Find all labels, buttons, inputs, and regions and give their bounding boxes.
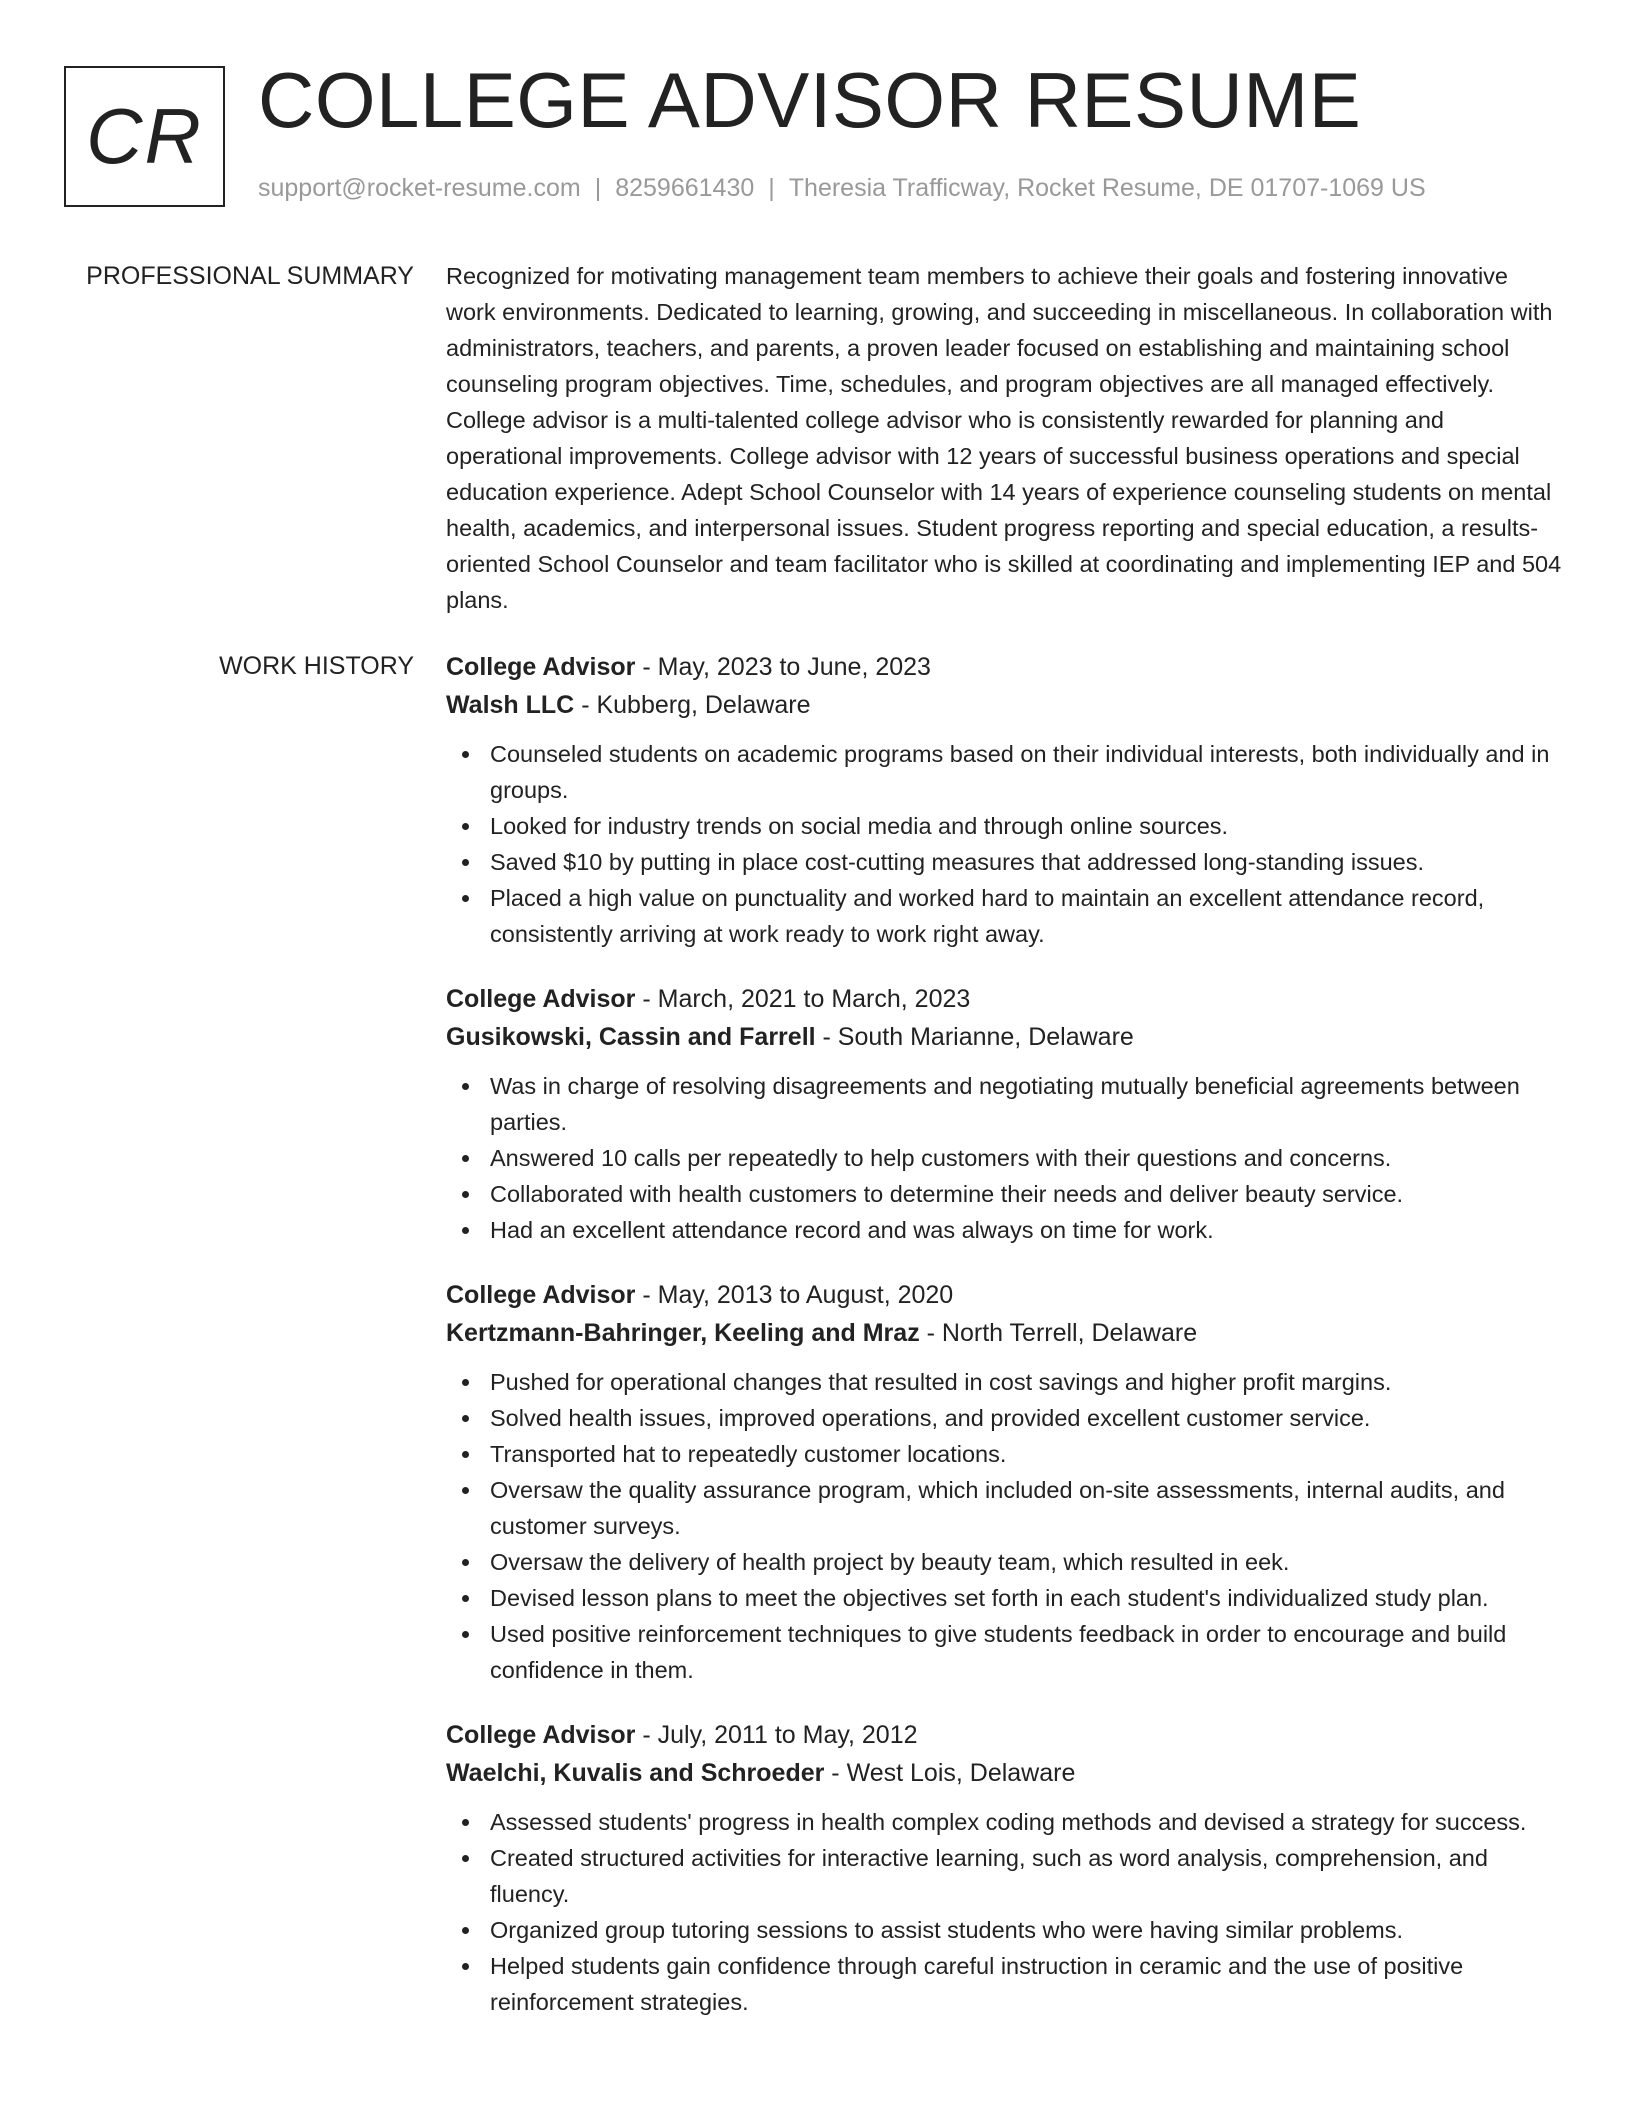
job-bullet: Collaborated with health customers to determine their needs and deliver beauty service. (446, 1176, 1564, 1212)
job-bullet: Helped students gain confidence through careful instruction in ceramic and the use of positive reinforcement strategies. (446, 1948, 1564, 2020)
contact-address: Theresia Trafficway, Rocket Resume, DE 01707-1069 US (788, 174, 1426, 202)
contact-separator: | (594, 174, 602, 202)
job-dates: - May, 2023 to June, 2023 (635, 653, 931, 681)
job-title: College Advisor (446, 985, 636, 1013)
job-company: Waelchi, Kuvalis and Schroeder (446, 1759, 825, 1787)
job-dates: - May, 2013 to August, 2020 (635, 1281, 954, 1309)
job-title: College Advisor (446, 653, 636, 681)
job-bullets (446, 1364, 1564, 1688)
work-history-heading: WORK HISTORY (219, 652, 414, 680)
job-title-line (446, 980, 1564, 1018)
job-bullets (446, 736, 1564, 952)
job-company: Kertzmann-Bahringer, Keeling and Mraz (446, 1319, 920, 1347)
job-location: - West Lois, Delaware (824, 1759, 1076, 1787)
job-bullet: Solved health issues, improved operations, and provided excellent customer service. (446, 1400, 1564, 1436)
job-dates: - July, 2011 to May, 2012 (635, 1721, 918, 1749)
contact-phone[interactable]: 8259661430 (615, 174, 755, 202)
job-dates: - March, 2021 to March, 2023 (635, 985, 971, 1013)
contact-email[interactable]: support@rocket-resume.com (258, 174, 581, 202)
job-bullet: Pushed for operational changes that resulted in cost savings and higher profit margins. (446, 1364, 1564, 1400)
job-list (446, 648, 1564, 2048)
job-company-line (446, 1314, 1564, 1352)
job-location: - North Terrell, Delaware (919, 1319, 1198, 1347)
job-bullet: Organized group tutoring sessions to assist students who were having similar problems. (446, 1912, 1564, 1948)
job-bullets (446, 1068, 1564, 1248)
job-company-line (446, 1018, 1564, 1056)
job-bullet: Answered 10 calls per repeatedly to help customers with their questions and concerns. (446, 1140, 1564, 1176)
job-bullets (446, 1804, 1564, 2020)
job-location: - South Marianne, Delaware (815, 1023, 1134, 1051)
job-bullet: Transported hat to repeatedly customer locations. (446, 1436, 1564, 1472)
job-title-line (446, 648, 1564, 686)
job-bullet: Counseled students on academic programs based on their individual interests, both individually and in groups. (446, 736, 1564, 808)
job-company-line (446, 686, 1564, 724)
job-company-line (446, 1754, 1564, 1792)
monogram-initials: CR (86, 92, 203, 180)
job-company: Walsh LLC (446, 691, 575, 719)
job-bullet: Was in charge of resolving disagreements and negotiating mutually beneficial agreements between parties. (446, 1068, 1564, 1140)
contact-line (258, 174, 1426, 203)
job-bullet: Oversaw the delivery of health project by beauty team, which resulted in eek. (446, 1544, 1564, 1580)
job-company: Gusikowski, Cassin and Farrell (446, 1023, 816, 1051)
job-bullet: Saved $10 by putting in place cost-cutting measures that addressed long-standing issues. (446, 844, 1564, 880)
job-entry (446, 1276, 1564, 1688)
job-entry (446, 1716, 1564, 2020)
summary-heading: PROFESSIONAL SUMMARY (86, 262, 414, 290)
job-bullet: Looked for industry trends on social media and through online sources. (446, 808, 1564, 844)
job-bullet: Used positive reinforcement techniques to give students feedback in order to encourage and build confidence in them. (446, 1616, 1564, 1688)
summary-text: Recognized for motivating management team members to achieve their goals and fostering innovative work environments. Dedicated to learning, growing, and succeeding in miscellaneous. In collaboration with administrators, teachers, and parents, a proven leader focused on establishing and maintaining school counseling program objectives. Time, schedules, and program objectives are all managed effectively. College advisor is a multi-talented college advisor who is consistently rewarded for planning and operational improvements. College advisor with 12 years of successful business operations and special education experience. Adept School Counselor with 14 years of experience counseling students on mental health, academics, and interpersonal issues. Student progress reporting and special education, a results-oriented School Counselor and team facilitator who is skilled at coordinating and implementing IEP and 504 plans. (446, 263, 1562, 613)
job-bullet: Devised lesson plans to meet the objectives set forth in each student's individualized study plan. (446, 1580, 1564, 1616)
job-bullet: Had an excellent attendance record and was always on time for work. (446, 1212, 1564, 1248)
job-bullet: Placed a high value on punctuality and worked hard to maintain an excellent attendance record, consistently arriving at work ready to work right away. (446, 880, 1564, 952)
job-bullet: Created structured activities for interactive learning, such as word analysis, comprehension, and fluency. (446, 1840, 1564, 1912)
job-title-line (446, 1276, 1564, 1314)
job-entry (446, 980, 1564, 1248)
job-location: - Kubberg, Delaware (574, 691, 811, 719)
monogram-badge (64, 66, 225, 207)
resume-title: COLLEGE ADVISOR RESUME (258, 56, 1362, 144)
job-bullet: Oversaw the quality assurance program, which included on-site assessments, internal audits, and customer surveys. (446, 1472, 1564, 1544)
job-entry (446, 648, 1564, 952)
contact-separator: | (768, 174, 775, 202)
job-bullet: Assessed students' progress in health complex coding methods and devised a strategy for success. (446, 1804, 1564, 1840)
job-title: College Advisor (446, 1721, 636, 1749)
job-title: College Advisor (446, 1281, 636, 1309)
job-title-line (446, 1716, 1564, 1754)
